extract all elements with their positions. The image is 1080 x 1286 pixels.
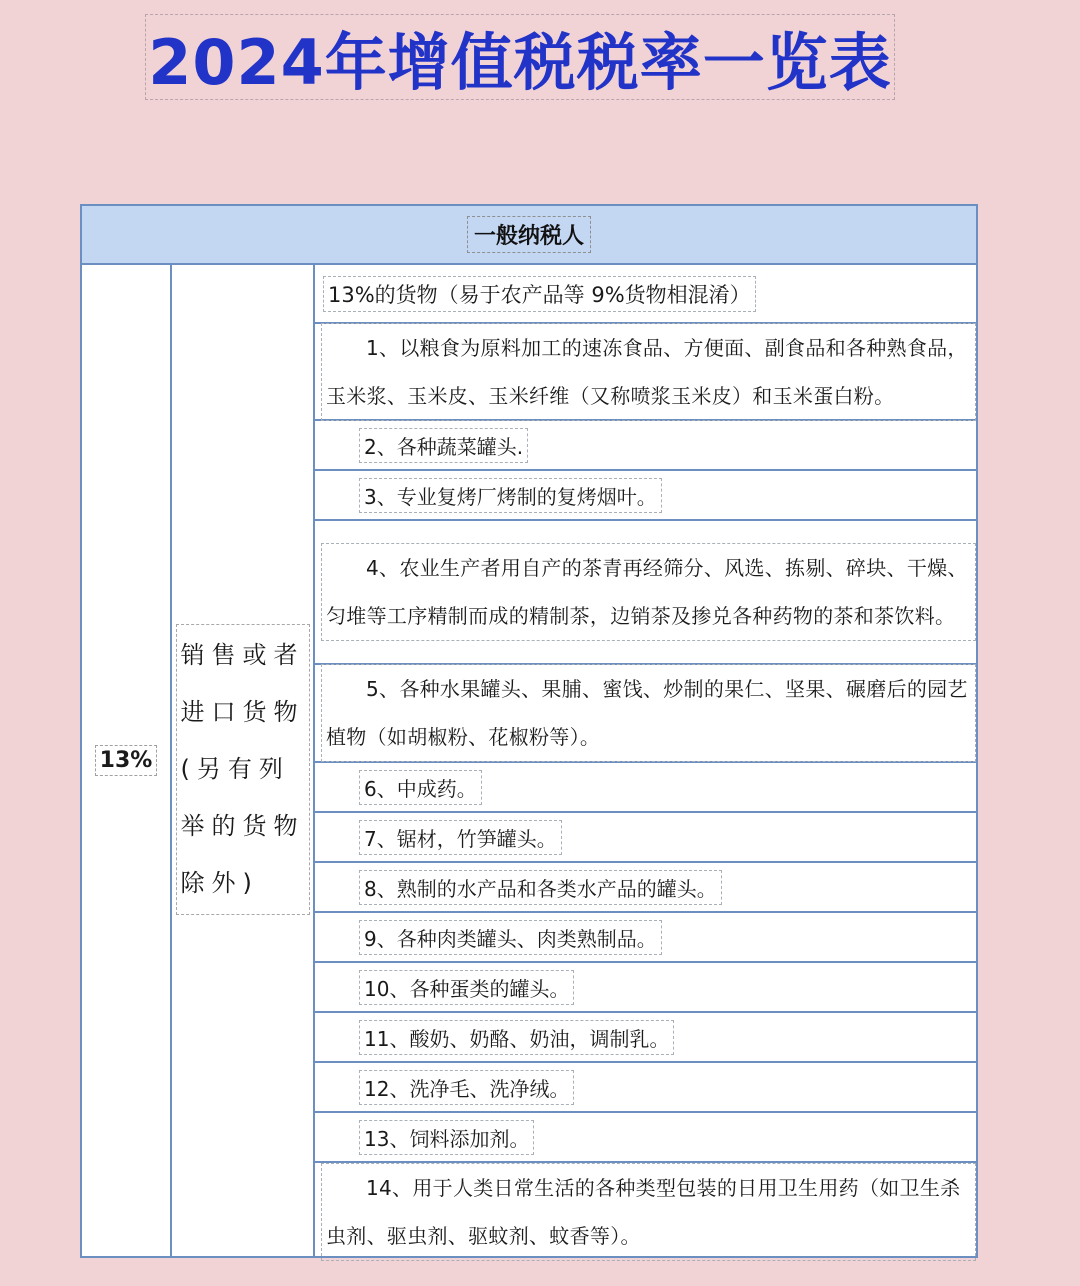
rate-value: 13% bbox=[95, 745, 158, 776]
table-row bbox=[315, 813, 976, 863]
title-box bbox=[145, 14, 895, 100]
table-row bbox=[315, 521, 976, 665]
item-text: 4、农业生产者用自产的茶青再经筛分、风选、拣剔、碎块、干燥、匀堆等工序精制而成的精制茶，边销茶及掺兑各种药物的茶和茶饮料。 bbox=[321, 543, 976, 641]
table-row bbox=[315, 1163, 976, 1260]
taxpayer-type-label: 一般纳税人 bbox=[467, 216, 591, 253]
category-column bbox=[172, 265, 315, 1256]
table-row bbox=[315, 421, 976, 471]
item-text: 5、各种水果罐头、果脯、蜜饯、炒制的果仁、坚果、碾磨后的园艺植物（如胡椒粉、花椒粉等）。 bbox=[321, 664, 976, 762]
table-row bbox=[315, 324, 976, 421]
item-text: 9、各种肉类罐头、肉类熟制品。 bbox=[359, 920, 662, 955]
category-text: 销售或者进口货物(另有列举的货物除外) bbox=[176, 624, 310, 915]
items-column bbox=[315, 265, 976, 1256]
table-row bbox=[315, 1113, 976, 1163]
item-text: 10、各种蛋类的罐头。 bbox=[359, 970, 574, 1005]
table-row bbox=[315, 665, 976, 763]
table-row bbox=[315, 471, 976, 521]
item-text: 2、各种蔬菜罐头. bbox=[359, 428, 528, 463]
table-row bbox=[315, 763, 976, 813]
item-text: 13、饲料添加剂。 bbox=[359, 1120, 534, 1155]
page-title: 2024年增值税税率一览表 bbox=[148, 25, 892, 99]
table-row bbox=[315, 1013, 976, 1063]
table-row bbox=[315, 963, 976, 1013]
table-header bbox=[82, 206, 976, 265]
rate-column bbox=[82, 265, 172, 1256]
item-text: 7、锯材，竹笋罐头。 bbox=[359, 820, 562, 855]
item-text: 12、洗净毛、洗净绒。 bbox=[359, 1070, 574, 1105]
item-text: 3、专业复烤厂烤制的复烤烟叶。 bbox=[359, 478, 662, 513]
item-text: 11、酸奶、奶酪、奶油，调制乳。 bbox=[359, 1020, 674, 1055]
table-row bbox=[315, 863, 976, 913]
item-text: 14、用于人类日常生活的各种类型包装的日用卫生用药（如卫生杀虫剂、驱虫剂、驱蚊剂、蚊香等）。 bbox=[321, 1163, 976, 1261]
item-text: 1、以粮食为原料加工的速冻食品、方便面、副食品和各种熟食品，玉米浆、玉米皮、玉米纤维（又称喷浆玉米皮）和玉米蛋白粉。 bbox=[321, 323, 976, 421]
vat-rate-table bbox=[80, 204, 978, 1258]
item-text: 6、中成药。 bbox=[359, 770, 482, 805]
table-row bbox=[315, 1063, 976, 1113]
item-text: 8、熟制的水产品和各类水产品的罐头。 bbox=[359, 870, 722, 905]
table-row bbox=[315, 913, 976, 963]
intro-text: 13%的货物（易于农产品等 9%货物相混淆） bbox=[323, 276, 756, 312]
table-row-intro bbox=[315, 265, 976, 324]
